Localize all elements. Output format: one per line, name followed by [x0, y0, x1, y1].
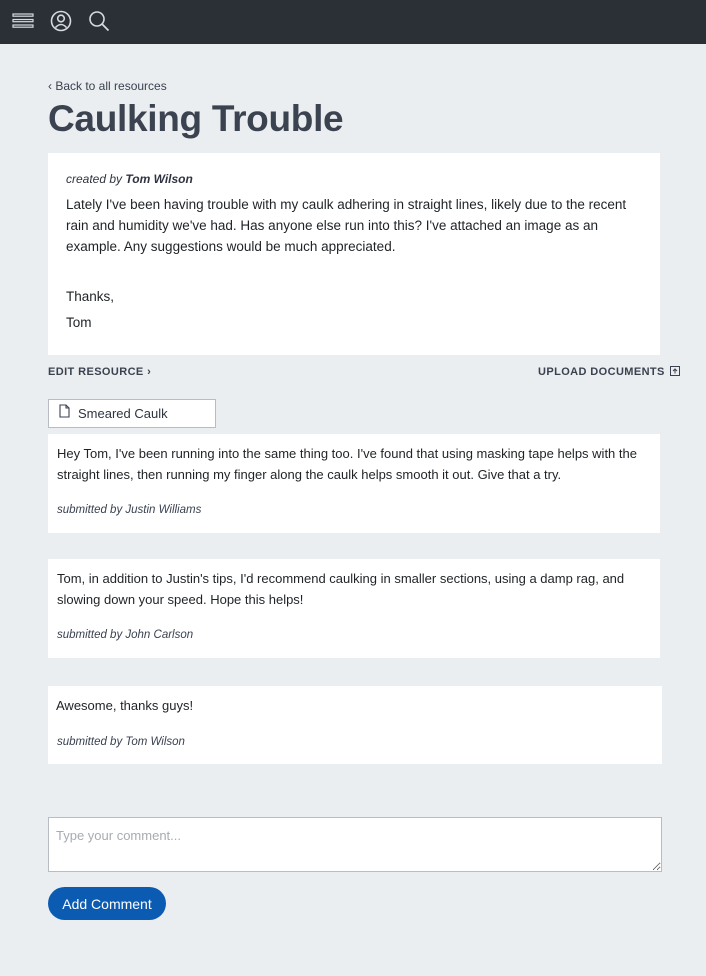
back-to-resources-link[interactable]: ‹ Back to all resources — [48, 79, 167, 93]
resource-post — [48, 153, 660, 355]
post-sign-name: Tom — [66, 315, 92, 330]
post-body: Lately I've been having trouble with my caulk adhering in straight lines, likely due to the recent rain and humidity we've had. Has anyone else run into this? I've attached an image as an example. Any suggestions would be much appreciated. — [66, 197, 627, 254]
edit-resource-label: EDIT RESOURCE › — [48, 366, 152, 378]
comment-text: Awesome, thanks guys! — [56, 698, 194, 713]
post-meta-prefix: created by — [66, 172, 123, 186]
menu-icon[interactable] — [11, 9, 35, 33]
document-icon — [59, 404, 70, 423]
edit-resource-link[interactable] — [48, 366, 151, 378]
comment-text: Hey Tom, I've been running into the same thing too. I've found that using masking tape helps with the straight lines, then running my finger along the caulk helps smooth it out. Give that a try. — [57, 446, 637, 482]
comment-byline: submitted by Justin Williams — [57, 504, 202, 516]
comment-item — [48, 434, 660, 533]
upload-icon — [670, 366, 680, 379]
attachment-smeared-caulk[interactable] — [48, 399, 216, 428]
top-navigation-bar — [0, 0, 706, 44]
add-comment-button[interactable]: Add Comment — [48, 887, 166, 920]
post-meta — [66, 172, 193, 186]
page-title: Caulking Trouble — [48, 98, 344, 139]
upload-documents-link[interactable] — [538, 366, 680, 379]
comment-item — [48, 686, 662, 764]
comment-text: Tom, in addition to Justin's tips, I'd recommend caulking in smaller sections, using a damp rag, and slowing down your speed. Hope this helps! — [57, 571, 625, 607]
comment-item — [48, 559, 660, 658]
comment-input[interactable] — [48, 817, 662, 872]
comment-byline: submitted by Tom Wilson — [57, 736, 185, 748]
post-author: Tom Wilson — [125, 172, 193, 186]
upload-documents-label: UPLOAD DOCUMENTS — [538, 366, 665, 378]
search-icon[interactable] — [87, 9, 111, 33]
attachment-name: Smeared Caulk — [78, 406, 168, 421]
post-sign-thanks: Thanks, — [66, 289, 115, 304]
user-icon[interactable] — [49, 9, 73, 33]
comment-byline: submitted by John Carlson — [57, 629, 194, 641]
